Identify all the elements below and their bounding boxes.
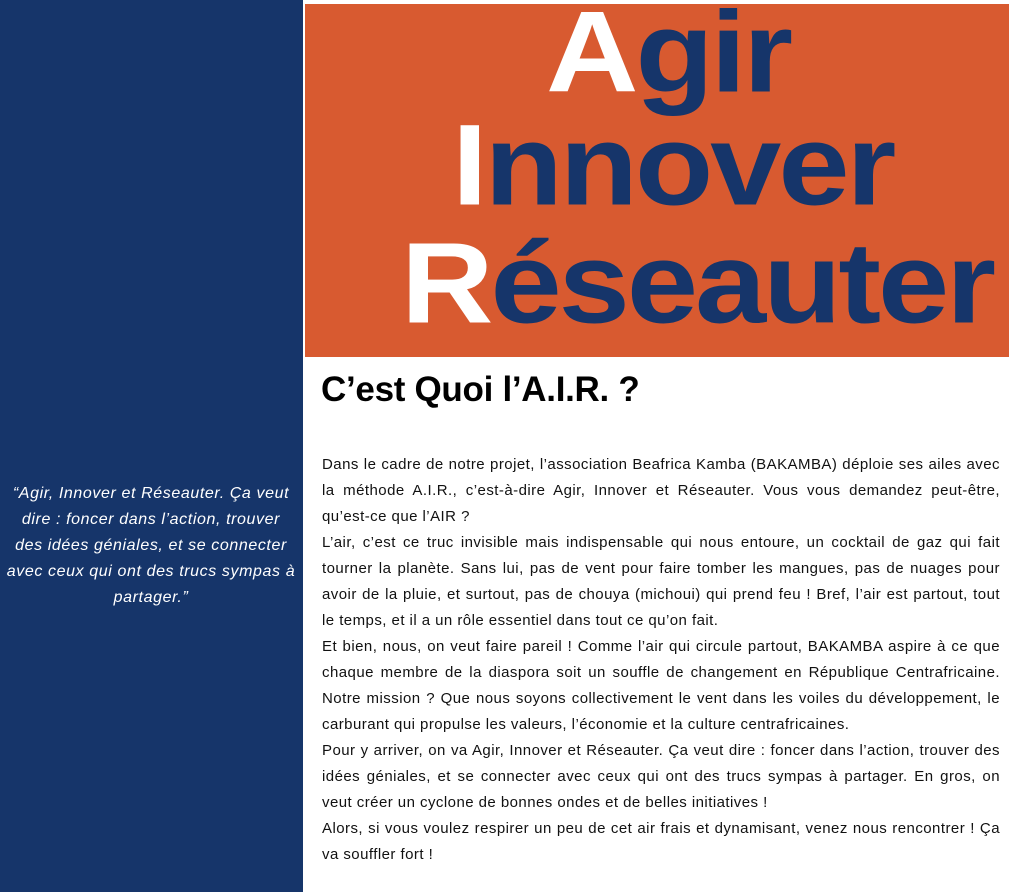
paragraph-invitation: Alors, si vous voulez respirer un peu de cet air frais et dynamisant, venez nous rencontrer ! Ça va souffler fort ! [322, 820, 1000, 863]
paragraph-air: L’air, c’est ce truc invisible mais indispensable qui nous entoure, un cocktail de gaz qui fait tourner la planète. Sans lui, pas de vent pour faire tomber les mangues, pas de nuages pour avoir de la pluie, et surtout, pas de chouya (michoui) qui prend feu ! Bref, l’air est partout, tout le temps, et il a un rôle essentiel dans tout ce qu’on fait. [322, 534, 1000, 629]
banner-rest-agir: gir [635, 4, 790, 117]
article-body [322, 452, 1000, 868]
banner-line-innover [452, 100, 894, 230]
paragraph-method: Pour y arriver, on va Agir, Innover et Réseauter. Ça veut dire : foncer dans l’action, trouver des idées géniales, et se connecter avec ceux qui ont des trucs sympas à partager. En gros, on veut créer un cyclone de bonnes ondes et de belles initiatives ! [322, 742, 1000, 811]
sidebar-quote: “Agir, Innover et Réseauter. Ça veut dire : foncer dans l’action, trouver des idées géniales, et se connecter avec ceux qui ont des trucs sympas à partager.” [6, 485, 296, 606]
banner-initial-i: I [452, 100, 485, 230]
banner-rest-reseauter: éseauter [490, 218, 993, 348]
banner-rest-innover: nnover [484, 100, 894, 230]
banner-line-reseauter [401, 218, 993, 348]
paragraph-mission: Et bien, nous, on veut faire pareil ! Comme l’air qui circule partout, BAKAMBA aspire à ce que chaque membre de la diaspora soit un souffle de changement en République Centrafricaine. Notre mission ? Que nous soyons collectivement le vent dans les voiles du développement, le carburant qui propulse les valeurs, l’économie et la culture centrafricaines. [322, 638, 1000, 733]
air-banner [305, 4, 1009, 357]
page-title: C’est Quoi l’A.I.R. ? [321, 370, 640, 409]
banner-line-agir [546, 4, 790, 117]
paragraph-intro: Dans le cadre de notre projet, l’association Beafrica Kamba (BAKAMBA) déploie ses ailes avec la méthode A.I.R., c’est-à-dire Agir, Innover et Réseauter. Vous vous demandez peut-être, qu’est-ce que l’AIR ? [322, 456, 1000, 525]
banner-initial-r: R [401, 218, 491, 348]
sidebar [0, 0, 303, 892]
banner-initial-a: A [546, 4, 636, 117]
